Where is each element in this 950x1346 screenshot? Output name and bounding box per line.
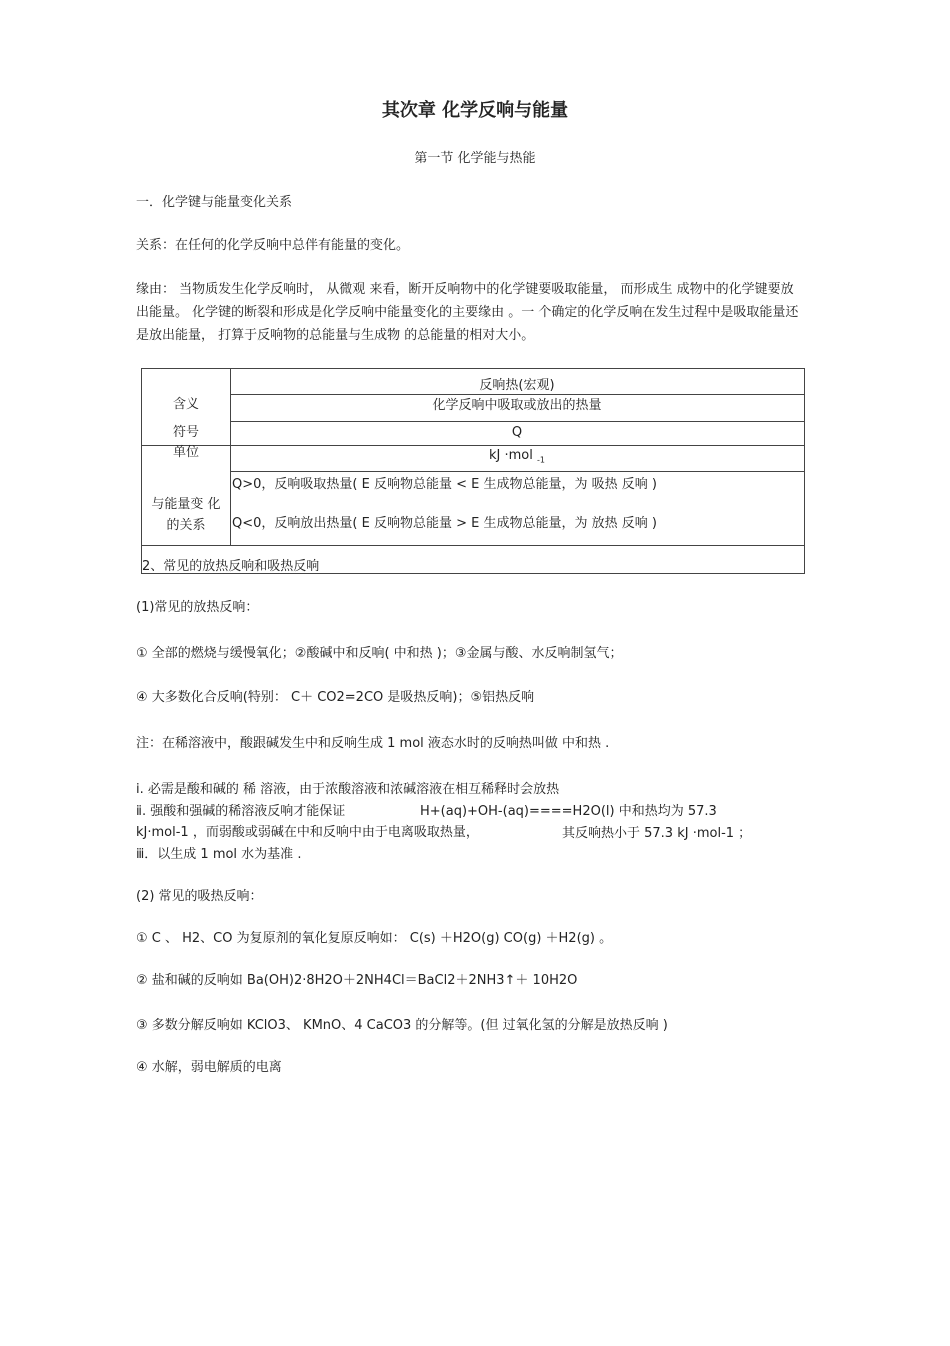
table-footer-heading: 2、常见的放热反响和吸热反响 xyxy=(142,559,320,574)
page-title: 其次章 化学反响与能量 xyxy=(381,100,569,121)
neutralization-note: 注：在稀溶液中，酸跟碱发生中和反响生成 1 mol 液态水时的反响热叫做 中和热 . xyxy=(136,736,610,751)
meaning-value: 化学反响中吸取或放出的热量 xyxy=(432,398,602,413)
table-header: 反响热(宏观) xyxy=(479,378,555,393)
section-subtitle: 第一节 化学能与热能 xyxy=(414,151,536,166)
exothermic-condition: Q<0，反响放出热量( E 反响物总能量 > E 生成物总能量，为 放热 反响 ) xyxy=(232,516,657,531)
note-item-ii-b: H+(aq)+OH-(aq)====H2O(l) 中和热均为 57.3 xyxy=(420,804,717,819)
unit-value xyxy=(230,448,804,465)
reaction-heat-table xyxy=(141,368,805,574)
relation-label-line2: 的关系 xyxy=(166,518,206,533)
note-item-ii-c: kJ·mol-1 ，而弱酸或弱碱在中和反响中由于电离吸取热量， xyxy=(136,825,479,840)
endothermic-item-2: ② 盐和碱的反响如 Ba(OH)2·8H2O＋2NH4Cl＝BaCl2＋2NH3↑＋ 10H2O xyxy=(136,973,578,988)
symbol-value: Q xyxy=(511,425,523,440)
note-item-iii: ⅲ．以生成 1 mol 水为基准 . xyxy=(136,847,302,862)
endothermic-heading: (2) 常见的吸热反响： xyxy=(136,889,263,904)
relation-label-line1: 与能量变 化 xyxy=(151,497,221,512)
exothermic-item-1: ① 全部的燃烧与缓慢氧化；②酸碱中和反响( 中和热 )；③金属与酸、水反响制氢气； xyxy=(136,646,623,661)
symbol-label: 符号 xyxy=(172,425,199,440)
exothermic-heading: (1)常见的放热反响： xyxy=(136,600,259,615)
note-item-ii-a: ⅱ. 强酸和强碱的稀溶液反响才能保证 xyxy=(136,804,346,819)
note-item-i: i. 必需是酸和碱的 稀 溶液，由于浓酸溶液和浓碱溶液在相互稀释时会放热 xyxy=(136,782,560,797)
unit-label: 单位 xyxy=(172,445,199,460)
endothermic-item-3: ③ 多数分解反响如 KClO3、 KMnO、4 CaCO3 的分解等。(但 过氧化氢的分解是放热反响 ) xyxy=(136,1018,668,1033)
unit-text: kJ ·mol xyxy=(489,448,533,463)
cause-paragraph: 缘由： 当物质发生化学反响时， 从微观 来看，断开反响物中的化学键要吸取能量， 而形成生 成物中的化学键要放出能量。 化学键的断裂和形成是化学反响中能量变化的主要缘由 。一 个确定的化学反响在发生过程中是吸取能量还是放出能量， 打算于反响物的总能量与生成物 的总能量的相对大小。 xyxy=(136,282,799,343)
endothermic-item-4: ④ 水解，弱电解质的电离 xyxy=(136,1060,282,1075)
endothermic-item-1: ① C 、 H2、CO 为复原剂的氧化复原反响如： C(s) ＋H2O(g) CO(g) ＋H2(g) 。 xyxy=(136,931,613,946)
meaning-label: 含义 xyxy=(172,397,199,412)
relation-text: 关系：在任何的化学反响中总伴有能量的变化。 xyxy=(136,238,410,253)
note-item-ii-d: 其反响热小于 57.3 kJ ·mol-1 ； xyxy=(562,826,752,841)
unit-superscript: -1 xyxy=(537,455,545,465)
section-heading: 一．化学键与能量变化关系 xyxy=(136,195,293,210)
exothermic-item-2: ④ 大多数化合反响(特别： C＋ CO2=2CO 是吸热反响)；⑤铝热反响 xyxy=(136,690,535,705)
endothermic-condition: Q>0，反响吸取热量( E 反响物总能量 < E 生成物总能量，为 吸热 反响 ) xyxy=(232,477,657,492)
